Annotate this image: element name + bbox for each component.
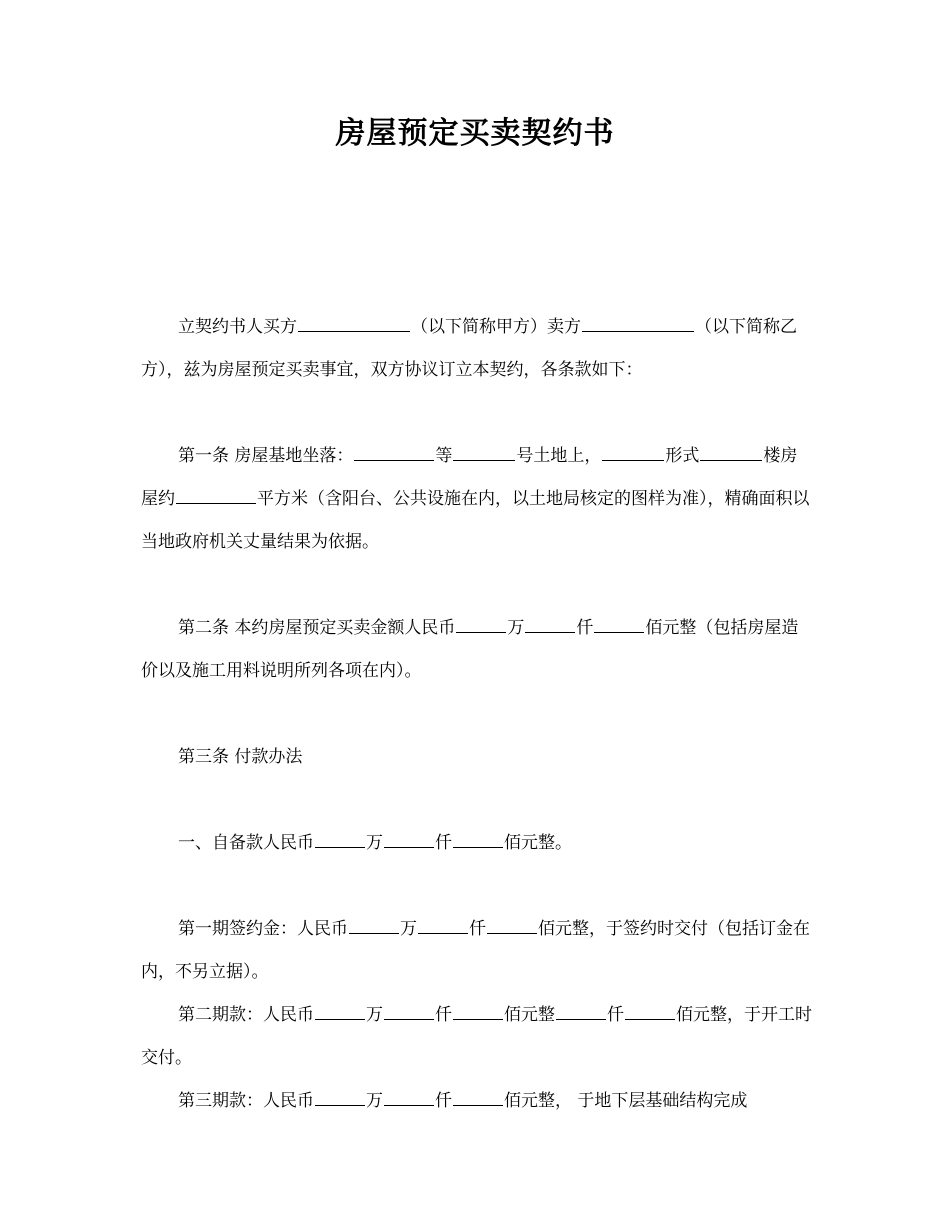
lot-blank (453, 445, 515, 461)
installment-2-text-5: 仟 (607, 1005, 624, 1025)
price-wan-blank (456, 617, 506, 633)
self-funds-text-4: 佰元整。 (504, 833, 572, 853)
self-funds-paragraph (141, 822, 813, 865)
buyer-name-blank (298, 316, 410, 332)
installment-3-text-2: 万 (366, 1091, 383, 1111)
article-2-text-2: 万 (507, 618, 525, 638)
installment-1-qian-blank (418, 918, 468, 934)
installment-1-wan-blank (349, 918, 399, 934)
self-funds-text-2: 万 (366, 833, 383, 853)
installment-1-paragraph (141, 908, 813, 994)
installment-3-wan-blank (315, 1090, 365, 1106)
installment-1-text-4: 佰元整，于签约时交付（包括订金在内，不另立据）。 (141, 919, 810, 982)
price-bai-blank (594, 617, 644, 633)
installment-3-qian-blank (384, 1090, 434, 1106)
installment-2-bai-blank-2 (625, 1004, 675, 1020)
installment-2-qian-blank-2 (556, 1004, 606, 1020)
floor-blank (700, 445, 762, 461)
article-1-paragraph (141, 435, 813, 564)
article-2-text-1: 第二条 本约房屋预定买卖金额人民币 (178, 618, 456, 638)
article-2-paragraph (141, 607, 813, 693)
installment-2-paragraph (141, 994, 813, 1080)
installment-2-text-4: 佰元整 (504, 1005, 555, 1025)
intro-text-2: （以下简称甲方）卖方 (411, 317, 581, 337)
self-funds-text-3: 仟 (435, 833, 452, 853)
installment-2-text-6: 佰元整，于开工时交付。 (141, 1005, 812, 1068)
intro-paragraph (141, 306, 813, 392)
form-blank (602, 445, 664, 461)
installment-3-text-4: 佰元整， 于地下层基础结构完成 (504, 1091, 748, 1111)
seller-name-blank (582, 316, 694, 332)
document-title: 房屋预定买卖契约书 (335, 116, 615, 151)
installment-3-text-1: 第三期款：人民币 (178, 1091, 314, 1111)
installment-3-paragraph (141, 1080, 813, 1123)
installment-1-bai-blank (487, 918, 537, 934)
self-funds-text-1: 一、自备款人民币 (178, 833, 314, 853)
article-3-heading: 第三条 付款办法 (178, 747, 303, 767)
installment-3-bai-blank (453, 1090, 503, 1106)
area-blank (176, 488, 256, 504)
article-1-text-6: 平方米（含阳台、公共设施在内，以土地局核定的图样为准），精确面积以当地政府机关丈量结果为依据。 (141, 489, 810, 552)
installment-1-text-1: 第一期签约金：人民币 (178, 919, 348, 939)
article-1-text-2: 等 (435, 446, 453, 466)
location-blank (354, 445, 434, 461)
installment-2-text-2: 万 (366, 1005, 383, 1025)
installment-1-text-2: 万 (400, 919, 417, 939)
article-1-text-3: 号土地上， (516, 446, 602, 466)
article-1-text-1: 第一条 房屋基地坐落： (178, 446, 354, 466)
self-funds-bai-blank (453, 832, 503, 848)
self-funds-wan-blank (315, 832, 365, 848)
intro-text-3: （以下简称乙方），兹为房屋预定买卖事宜，双方协议订立本契约，各条款如下： (141, 317, 797, 380)
article-1-text-4: 形式 (665, 446, 700, 466)
intro-text-1: 立契约书人买方 (178, 317, 297, 337)
installment-2-bai-blank (453, 1004, 503, 1020)
installment-2-text-1: 第二期款：人民币 (178, 1005, 314, 1025)
installment-1-text-3: 仟 (469, 919, 486, 939)
article-1-text-5: 楼房屋约 (141, 446, 798, 509)
article-2-text-3: 仟 (576, 618, 594, 638)
self-funds-qian-blank (384, 832, 434, 848)
installment-2-qian-blank (384, 1004, 434, 1020)
installment-2-wan-blank (315, 1004, 365, 1020)
article-2-text-4: 佰元整（包括房屋造价以及施工用料说明所列各项在内）。 (141, 618, 799, 681)
installment-2-text-3: 仟 (435, 1005, 452, 1025)
price-qian-blank (525, 617, 575, 633)
installment-3-text-3: 仟 (435, 1091, 452, 1111)
